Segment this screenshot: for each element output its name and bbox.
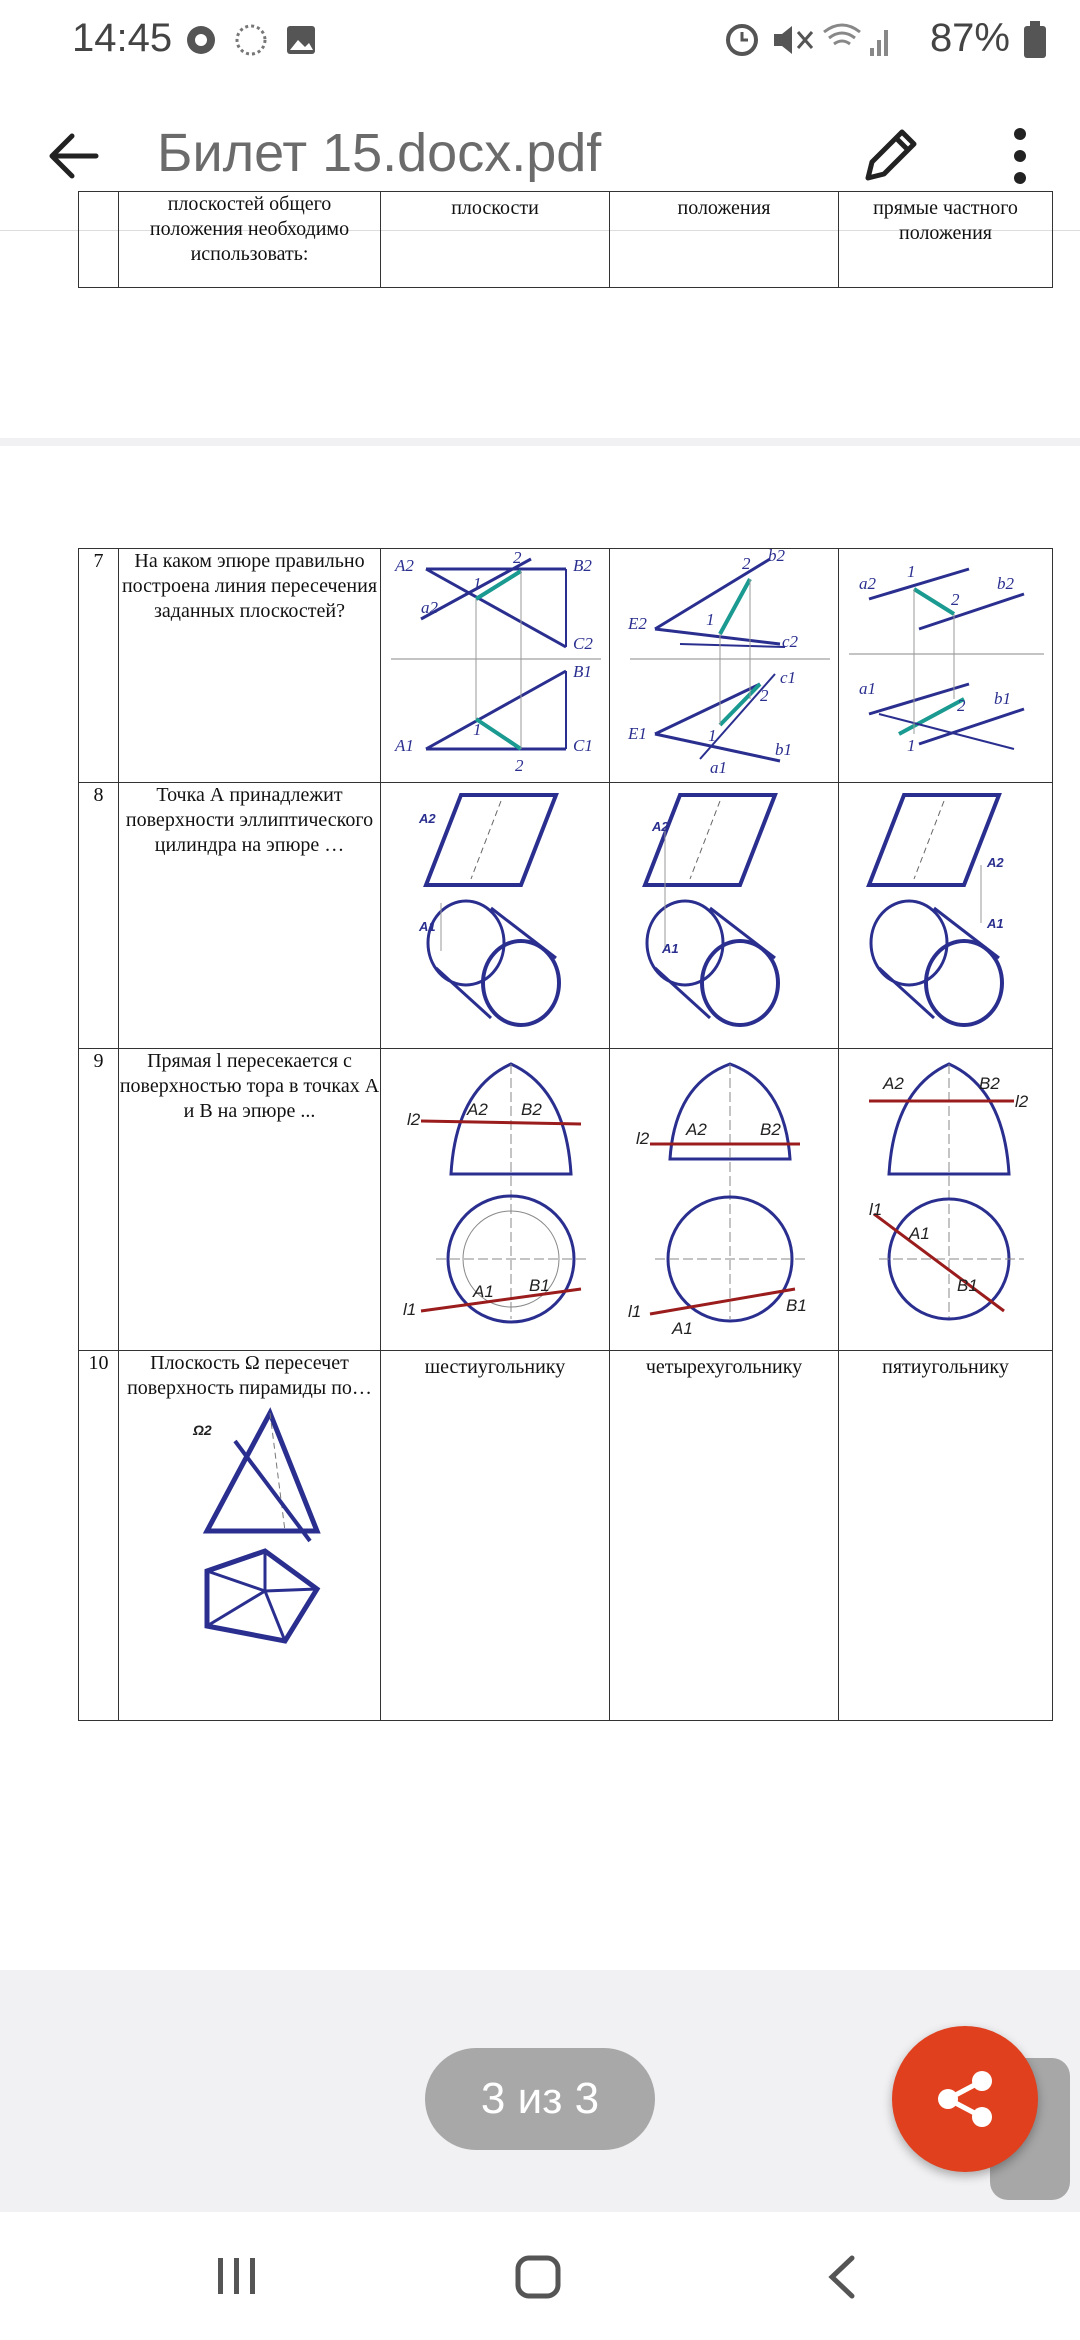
question-cell: Плоскость Ω пересечет поверхность пирамиды по… Ω2 <box>119 1351 381 1721</box>
label: Ω2 <box>192 1422 212 1438</box>
label: a1 <box>859 679 876 698</box>
label: B2 <box>521 1100 542 1119</box>
answer-option-c[interactable]: пятиугольнику <box>839 1351 1053 1721</box>
label: E1 <box>628 724 647 743</box>
label: a1 <box>710 758 727 775</box>
label: A2 <box>419 811 436 826</box>
label: A1 <box>395 736 414 755</box>
epure-plane-intersection-c <box>839 549 1053 775</box>
row-number: 10 <box>79 1351 119 1721</box>
label: l1 <box>628 1302 642 1321</box>
label: A2 <box>883 1074 904 1093</box>
question-cell: Точка А принадлежит поверхности эллиптического цилиндра на эпюре … <box>119 783 381 1049</box>
battery-icon <box>1022 20 1048 60</box>
answer-option-a[interactable] <box>381 549 610 783</box>
label: B2 <box>573 556 592 575</box>
label: 2 <box>760 686 769 705</box>
label: 2 <box>513 549 522 567</box>
torus-epure-c <box>839 1049 1053 1343</box>
label: B1 <box>573 662 592 681</box>
torus-epure-a <box>381 1049 610 1343</box>
answer-option-c[interactable] <box>839 783 1053 1049</box>
answer-option-b[interactable] <box>610 1049 839 1351</box>
answer-cell: прямые частного положения <box>839 192 1053 288</box>
label: b1 <box>994 689 1011 708</box>
back-icon[interactable] <box>822 2254 862 2300</box>
back-arrow-icon[interactable] <box>44 126 104 186</box>
label: E2 <box>628 614 647 633</box>
row-number: 8 <box>79 783 119 1049</box>
answer-option-b[interactable] <box>610 783 839 1049</box>
label: l2 <box>407 1110 421 1129</box>
label: B2 <box>760 1120 781 1139</box>
label: A1 <box>672 1319 693 1338</box>
edit-pencil-icon[interactable] <box>858 122 924 188</box>
question-cell: плоскостей общего положения необходимо использовать: <box>119 192 381 288</box>
label: 2 <box>957 696 966 715</box>
cylinder-epure-a <box>381 783 610 1041</box>
share-button[interactable] <box>892 2026 1038 2172</box>
answer-option-b[interactable]: четырехугольнику <box>610 1351 839 1721</box>
navigation-bar <box>0 2212 1080 2340</box>
status-icons-right <box>720 18 890 62</box>
label: B1 <box>957 1276 978 1295</box>
label: 1 <box>708 726 717 745</box>
recent-apps-icon[interactable] <box>214 2256 260 2296</box>
answer-cell: положения <box>610 192 839 288</box>
label: A1 <box>909 1224 930 1243</box>
label: 2 <box>742 554 751 573</box>
pdf-page-fragment <box>0 193 1080 438</box>
label: 1 <box>473 720 482 739</box>
status-bar <box>0 0 1080 80</box>
row-number: 9 <box>79 1049 119 1351</box>
label: l1 <box>869 1200 883 1219</box>
label: 1 <box>907 736 916 755</box>
battery-percent: 87% <box>929 16 1010 60</box>
label: A1 <box>987 916 1004 931</box>
label: b2 <box>768 549 785 565</box>
label: 2 <box>951 590 960 609</box>
answer-option-c[interactable] <box>839 549 1053 783</box>
cylinder-epure-c <box>839 783 1053 1041</box>
label: c1 <box>780 668 797 687</box>
questions-table <box>78 548 1053 1721</box>
question-cell: Прямая l пересекается с поверхностью тора в точках A и B на эпюре ... <box>119 1049 381 1351</box>
table-row <box>79 549 1053 783</box>
label: a2 <box>859 574 876 593</box>
label: A2 <box>467 1100 488 1119</box>
label: 1 <box>907 562 916 581</box>
table-row <box>79 783 1053 1049</box>
answer-option-c[interactable] <box>839 1049 1053 1351</box>
answer-option-a[interactable] <box>381 783 610 1049</box>
label: A2 <box>686 1120 707 1139</box>
label: 1 <box>473 574 482 593</box>
status-time: 14:45 <box>72 16 173 60</box>
label: b1 <box>775 740 792 759</box>
label: B2 <box>979 1074 1000 1093</box>
label: C2 <box>573 634 593 653</box>
pdf-page-3 <box>0 446 1080 1970</box>
label: 2 <box>515 756 524 775</box>
pyramid-epure <box>125 1401 375 1691</box>
label: c2 <box>782 632 799 651</box>
answer-option-a[interactable]: шестиугольнику <box>381 1351 610 1721</box>
answer-cell: плоскости <box>381 192 610 288</box>
page1-table-fragment <box>78 191 1053 288</box>
row-number: 7 <box>79 549 119 783</box>
label: A1 <box>419 919 436 934</box>
label: B1 <box>786 1296 807 1315</box>
share-icon <box>892 2026 1038 2172</box>
status-icons-left <box>185 20 315 60</box>
torus-epure-b <box>610 1049 839 1343</box>
label: l2 <box>1015 1092 1029 1111</box>
document-title: Билет 15.docx.pdf <box>157 123 602 183</box>
label: C1 <box>573 736 593 755</box>
label: B1 <box>529 1276 550 1295</box>
cylinder-epure-b <box>610 783 839 1041</box>
home-icon[interactable] <box>514 2254 564 2300</box>
more-options-icon[interactable] <box>1000 124 1040 188</box>
label: a2 <box>421 598 438 617</box>
label: A2 <box>652 819 669 834</box>
epure-plane-intersection-b <box>610 549 839 775</box>
label: l2 <box>636 1129 650 1148</box>
question-cell: На каком эпюре правильно построена линия пересечения заданных плоскостей? <box>119 549 381 783</box>
epure-plane-intersection-a <box>381 549 610 775</box>
answer-option-a[interactable] <box>381 1049 610 1351</box>
label: A1 <box>662 941 679 956</box>
label: 1 <box>706 610 715 629</box>
label: A2 <box>395 556 414 575</box>
answer-option-b[interactable] <box>610 549 839 783</box>
page-indicator: 3 из 3 <box>425 2048 655 2150</box>
label: b2 <box>997 574 1014 593</box>
label: A1 <box>473 1282 494 1301</box>
label: A2 <box>987 855 1004 870</box>
table-row <box>79 1351 1053 1721</box>
table-row <box>79 1049 1053 1351</box>
label: l1 <box>403 1300 417 1319</box>
